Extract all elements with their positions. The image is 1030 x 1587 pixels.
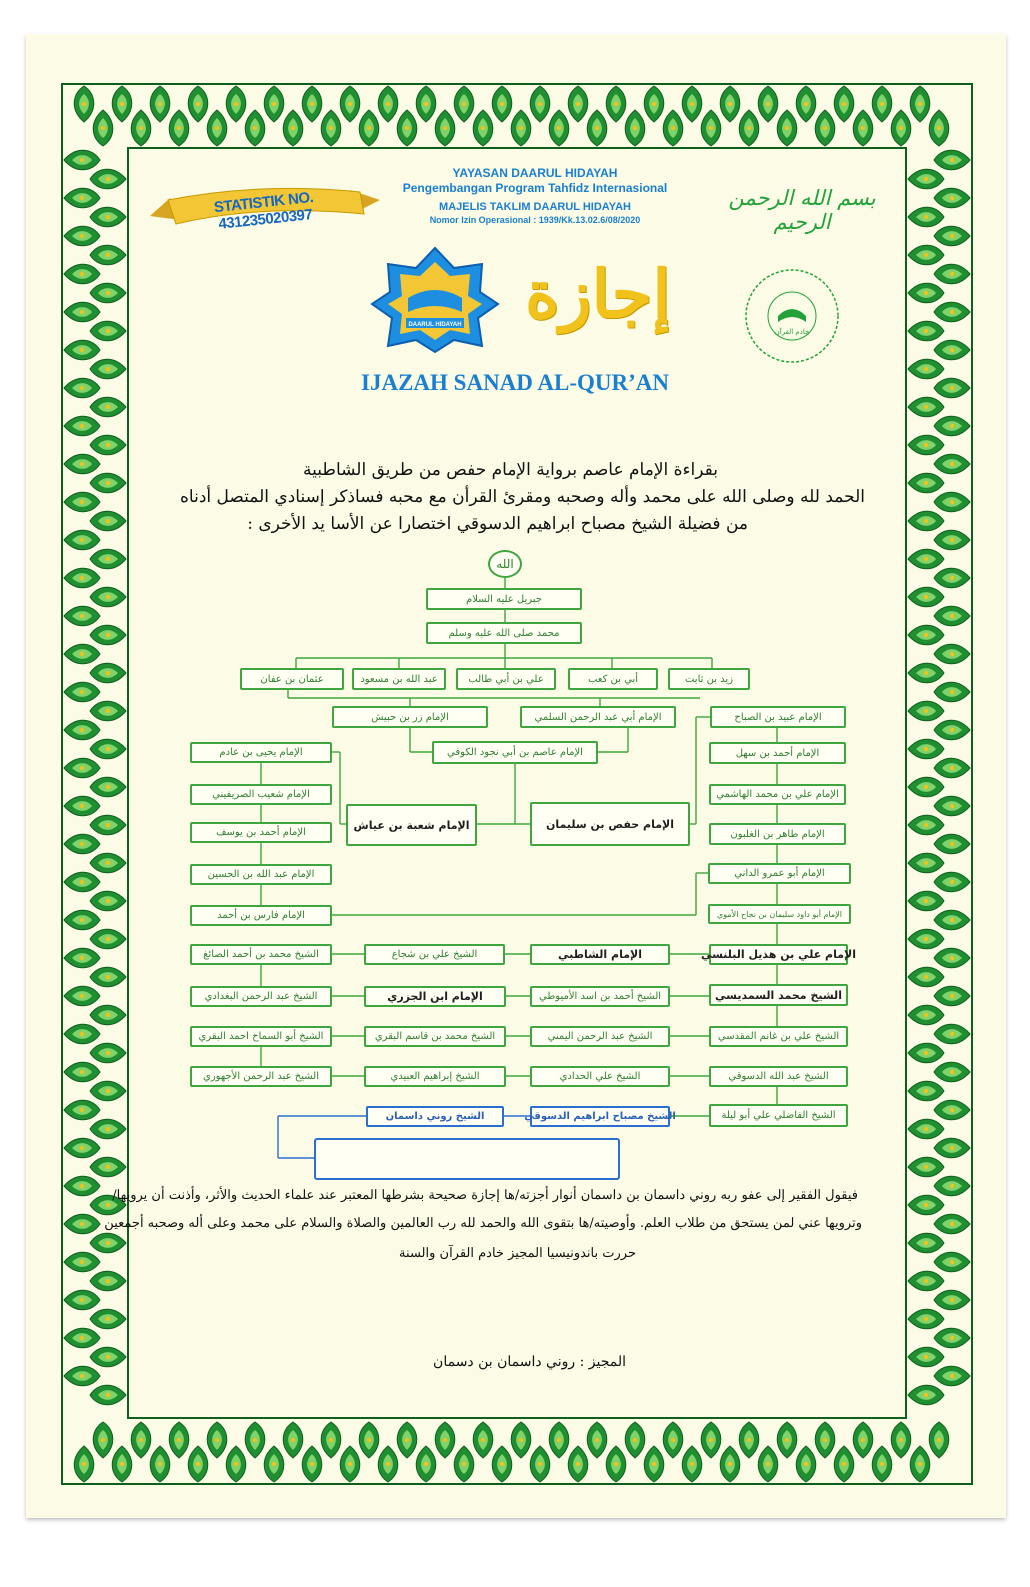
chain-hafs: الإمام حفص بن سليمان [530,802,690,846]
chain-row-item: الشيخ عبد الرحمن اليمني [530,1026,670,1047]
chain-right-item: الشيخ محمد السمديسي [709,984,848,1006]
certificate-title: IJAZAH SANAD AL-QUR’AN [361,370,669,395]
statistik-number: STATISTIK NO. 431235020397 [213,188,315,233]
chain-row-item: الشيخ محمد بن أحمد الصائغ [190,944,332,965]
chain-row-item: الشيخ إبراهيم العبيدي [364,1066,506,1087]
chain-left-item: الإمام فارس بن أحمد [190,905,332,926]
chain-sahabi: علي بن أبي طالب [456,668,556,690]
chain-asim: الإمام عاصم بن أبي نجود الكوفي [432,741,598,764]
chain-row-item: الشيخ عبد الرحمن الأجهوري [190,1066,332,1087]
closing-line-1: فيقول الفقير إلى عفو ربه روني داسمان بن داسمان أنوار أجزته/ها إجازة صحيحة بشرطها المعتبر عند علماء الحديث والأثر، وأذنت أن يرويها/ [112,1188,858,1203]
recipient-name-box [314,1138,620,1180]
chain-left-item: الإمام أحمد بن يوسف [190,822,332,843]
mujiz-signature: المجيز : روني داسمان بن دسمان [433,1354,626,1370]
logo-caption: DAARUL HIDAYAH [408,322,462,328]
chain-rouni: الشيخ روني داسمان [366,1106,504,1127]
closing-line-2: وترويها عني لمن يستحق من طلاب العلم. وأوصيته/ها بتقوى الله والحمد لله رب العالمين والصلاة والسلام على محمد وعلى أله وصحبه أجمعين [104,1216,862,1231]
chain-right-item: الإمام علي بن محمد الهاشمي [709,784,846,805]
chain-right-item: الإمام أحمد بن سهل [709,742,846,764]
chain-misbah: الشيخ مصباح ابراهيم الدسوقي [530,1106,670,1127]
chain-right-item: الإمام أبو داود سليمان بن نجاح الأموي [708,904,851,924]
chain-right-item: الإمام طاهر بن الغلبون [709,823,846,845]
chain-right-item: الشيخ الفاضلي علي أبو ليلة [709,1104,848,1127]
chain-sahabi: عبد الله بن مسعود [352,668,446,690]
chain-left-item: الإمام عبد الله بن الحسين [190,864,332,885]
seal-caption: خادم القرآن [774,328,810,336]
chain-right-item: الإمام علي بن هذيل البلنسي [709,944,848,965]
basmala-calligraphy: بسم الله الرحمن الرحيم [728,186,876,234]
chain-sahabi: أبي بن كعب [568,668,658,690]
chain-right-item: الإمام أبو عمرو الداني [708,863,851,884]
intro-line-1: بقراءة الإمام عاصم برواية الإمام حفص من طريق الشاطبية [303,460,718,480]
org-name: YAYASAN DAARUL HIDAYAH [452,166,618,180]
intro-line-2: الحمد لله وصلى الله على محمد وأله وصحبه ومقرئ القرأن مع محبه فساذكر إسنادي المتصل أدناه [180,487,865,507]
chain-row-item: الشيخ أحمد بن اسد الأميوطي [530,986,670,1007]
intro-line-3: من فضيلة الشيخ مصباح ابراهيم الدسوقي اختصارا عن الأسا يد الأخرى : [247,514,748,534]
chain-row-item: الشيخ أبو السماح احمد البقري [190,1026,332,1047]
ijazah-arabic-title: إجازة [525,255,671,333]
chain-muhammad: محمد صلى الله عليه وسلم [426,622,582,644]
chain-right-item: الإمام عبيد بن الصباح [710,706,846,728]
chain-jibril: جبريل عليه السلام [426,588,582,610]
majelis-name: MAJELIS TAKLIM DAARUL HIDAYAH [439,201,631,213]
chain-right-item: الشيخ عبد الله الدسوقي [709,1066,848,1087]
chain-zirr: الإمام زر بن حبيش [332,706,488,728]
program-name: Pengembangan Program Tahfidz Internasional [402,181,668,195]
chain-right-item: الشيخ علي بن غانم المقدسي [709,1026,848,1047]
chain-sahabi: عثمان بن عفان [240,668,344,690]
chain-shubah: الإمام شعبة بن عياش [346,804,477,846]
chain-row-item: الشيخ علي الحدادي [530,1066,670,1087]
chain-row-item: الإمام ابن الجزري [364,986,506,1007]
chain-row-item: الشيخ علي بن شجاع [364,944,505,965]
closing-line-3: حررت باندونيسيا المجيز خادم القرآن والسنة [399,1246,636,1261]
chain-allah: الله [488,550,522,578]
chain-left-item: الإمام يحيى بن عادم [190,742,332,763]
chain-sahabi: زيد بن ثابت [668,668,750,690]
chain-left-item: الإمام شعيب الصريفيني [190,784,332,805]
chain-row-item: الإمام الشاطبي [530,944,670,965]
chain-row-item: الشيخ عبد الرحمن البغدادي [190,986,332,1007]
chain-row-item: الشيخ محمد بن قاسم البقري [364,1026,506,1047]
chain-sulami: الإمام أبي عبد الرحمن السلمي [520,706,676,728]
izin-number: Nomor Izin Operasional : 1939/Kk.13.02.6/08/2020 [429,215,641,225]
